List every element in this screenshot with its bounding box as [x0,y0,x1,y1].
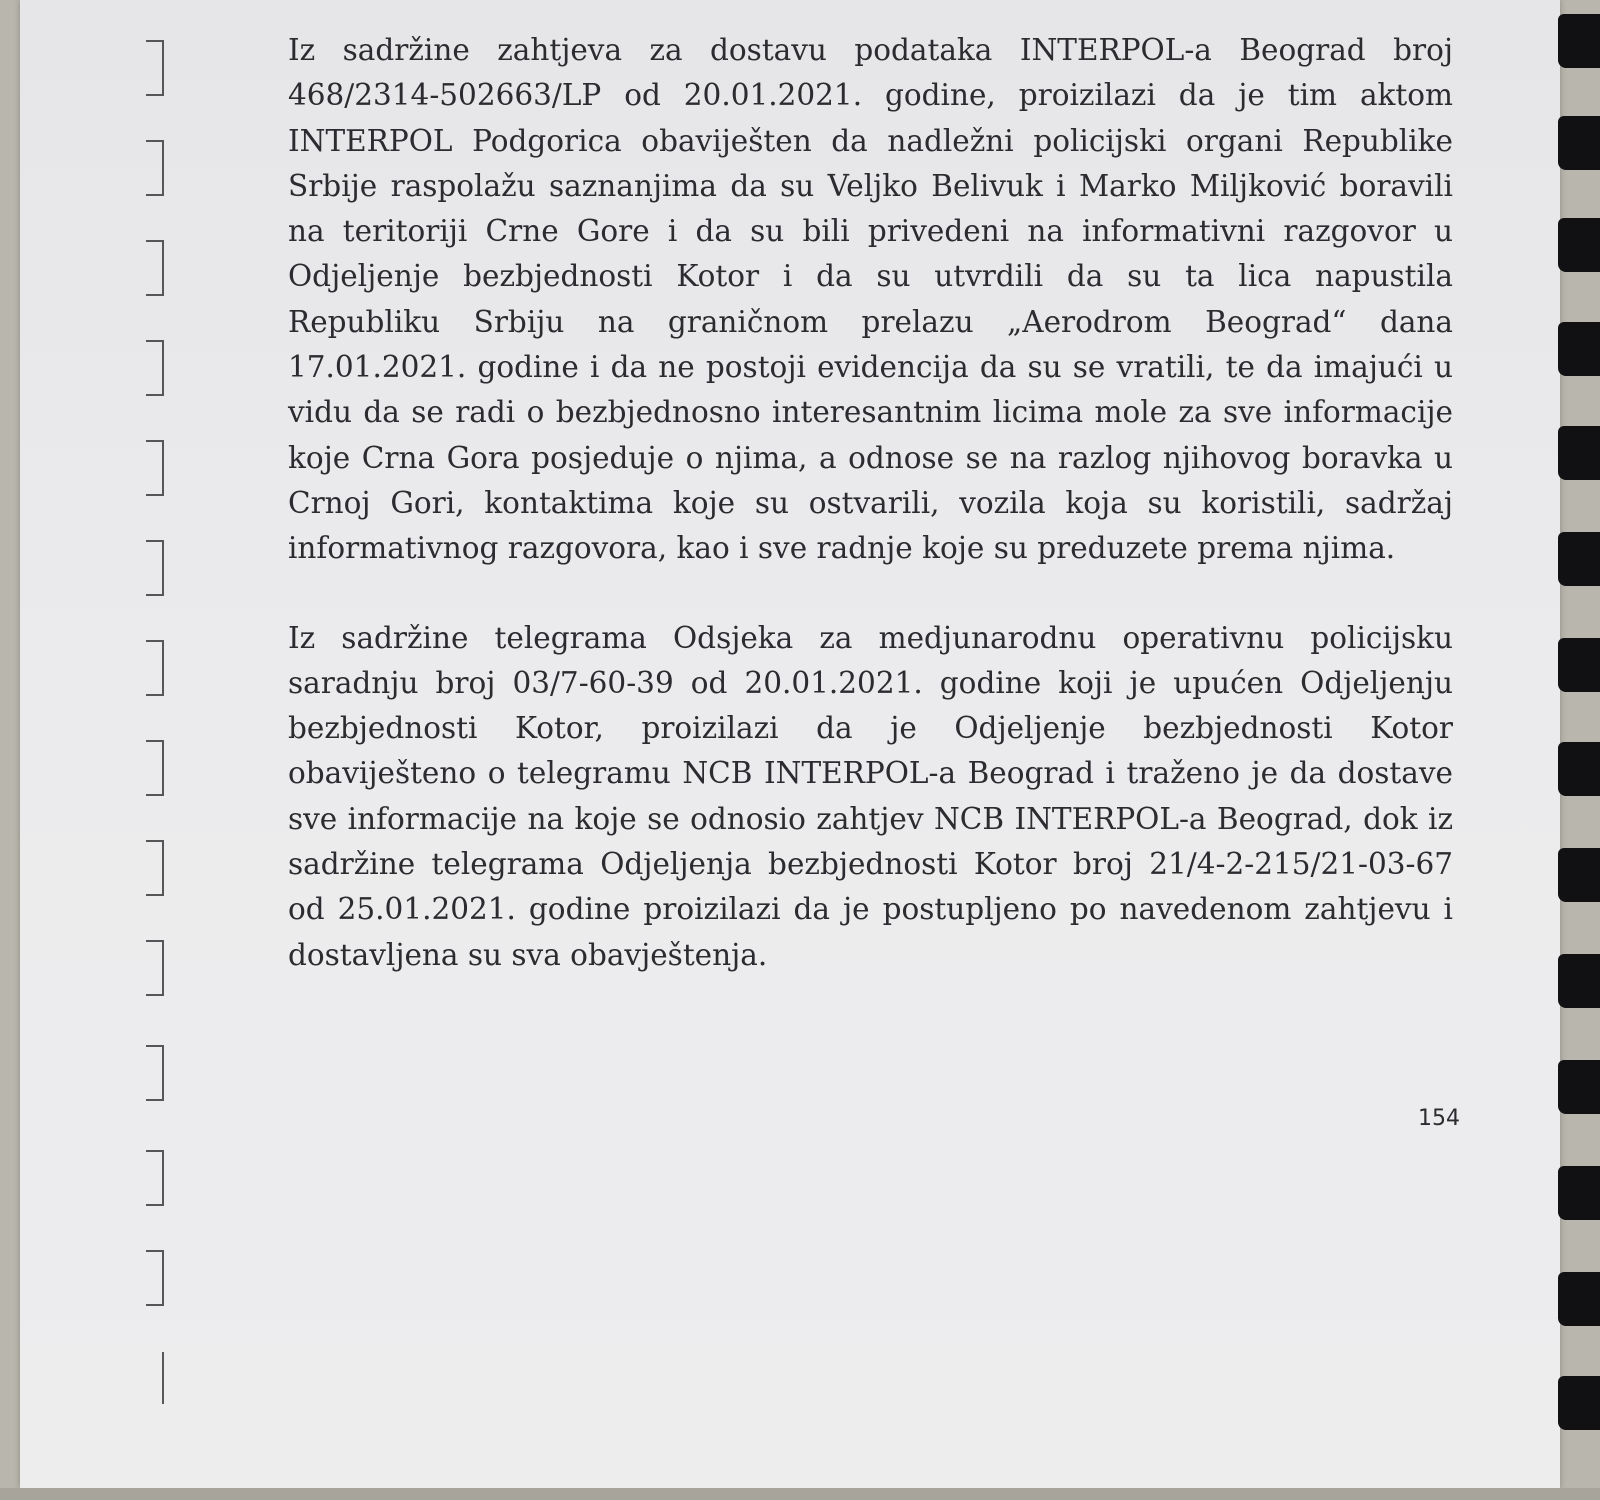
binding-loop [1558,1376,1600,1430]
margin-bracket [146,740,164,796]
margin-bracket [146,540,164,596]
desk-surface [0,1488,1600,1500]
page-number: 154 [1418,1106,1460,1131]
margin-bracket [146,1045,164,1101]
binding-loop [1558,638,1600,692]
margin-bracket [146,340,164,396]
binder-margin-marks [138,40,178,1440]
paragraph-telegram: Iz sadržine telegrama Odsjeka za medjunarodnu operativnu policijsku saradnju broj 03/7-60-39 od 20.01.2021. godine koji je upućen Odjeljenju bezbjednosti Kotor, proizilazi da je Odjeljenje bezbjednosti Kotor obaviješteno o telegramu NCB INTERPOL-a Beograd i traženo je da dostave sve informacije na koje se odnosio zahtjev NCB INTERPOL-a Beograd, dok iz sadržine telegrama Odjeljenja bezbjednosti Kotor broj 21/4-2-215/21-03-67 od 25.01.2021. godine proizilazi da je postupljeno po navedenom zahtjevu i dostavljena su sva obavještenja. [288,620,1453,972]
document-page [20,0,1560,1488]
margin-bracket [146,440,164,496]
binding-loop [1558,742,1600,796]
margin-bracket [146,640,164,696]
binding-loop [1558,1060,1600,1114]
paragraph-interpol-request: Iz sadržine zahtjeva za dostavu podataka INTERPOL-a Beograd broj 468/2314-502663/LP od 20.01.2021. godine, proizilazi da je tim aktom INTERPOL Podgorica obaviješten da nadležni policijski organi Republike Srbije raspolažu saznanjima da su Veljko Belivuk i Marko Miljković boravili na teritoriji Crne Gore i da su bili privedeni na informativni razgovor u Odjeljenje bezbjednosti Kotor i da su utvrdili da su ta lica napustila Republiku Srbiju na graničnom prelazu „Aerodrom Beograd“ dana 17.01.2021. godine i da ne postoji evidencija da su se vratili, te da imajući u vidu da se radi o bezbjednosno interesantnim licima mole za sve informacije koje Crna Gora posjeduje o njima, a odnose se na razlog njihovog boravka u Crnoj Gori, kontaktima koje su ostvarili, vozila koja su koristili, sadržaj informativnog razgovora, kao i sve radnje koje su preduzete prema njima. [288,33,1453,566]
document-body [288,28,1453,1022]
binding-loop [1558,954,1600,1008]
binding-loop [1558,218,1600,272]
margin-bracket [146,140,164,196]
margin-bracket [146,1250,164,1306]
margin-bracket [146,1352,164,1404]
margin-bracket [146,240,164,296]
binding-loop [1558,848,1600,902]
binding-loop [1558,14,1600,68]
binding-loop [1558,1166,1600,1220]
binding-loop [1558,1272,1600,1326]
binding-loop [1558,116,1600,170]
margin-bracket [146,1150,164,1206]
margin-bracket [146,40,164,96]
margin-bracket [146,840,164,896]
spiral-binding [1552,0,1600,1480]
binding-loop [1558,532,1600,586]
binding-loop [1558,322,1600,376]
margin-bracket [146,940,164,996]
binding-loop [1558,426,1600,480]
